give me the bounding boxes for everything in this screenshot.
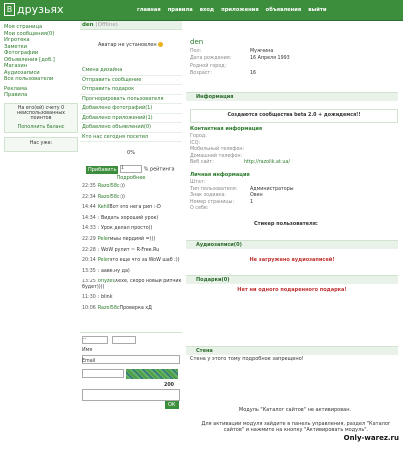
online-status: (Offline) — [95, 22, 118, 28]
chat-text: это еще что за WoW шаб :)) — [109, 258, 180, 264]
field-label: Дата рождения: — [190, 56, 232, 62]
chat-message — [82, 203, 182, 214]
chat-select[interactable]: -- — [82, 336, 108, 344]
ok-button[interactable]: ОК — [165, 401, 179, 409]
chat-user[interactable]: Razol58c — [97, 194, 120, 200]
chat-message — [82, 235, 182, 246]
nav-item[interactable]: правила — [167, 7, 193, 13]
chat-time: 22:29 — [82, 236, 96, 242]
nav-item[interactable]: выйти — [308, 7, 327, 13]
gifts-empty-msg: Нет ни одного подаренного подарка! — [237, 287, 347, 293]
field-value: Овен — [250, 193, 263, 199]
chat-user[interactable]: Peler — [97, 258, 110, 264]
captcha-image — [126, 369, 178, 379]
field-label: Номер страницы: — [190, 199, 235, 205]
chat-user[interactable]: Kehll — [97, 205, 110, 211]
nav-item[interactable]: приложения — [221, 7, 259, 13]
chat-text: Вот это нега рип :-D — [109, 205, 161, 211]
profile-username[interactable]: den — [82, 22, 94, 28]
sidebar-item[interactable]: Мои сообщения(0) — [4, 30, 55, 37]
message-field[interactable] — [82, 389, 180, 401]
profile-action[interactable]: Добавлено приложений(1) — [80, 114, 182, 124]
sidebar-item[interactable]: Заметки — [4, 43, 28, 50]
field-value[interactable]: http://razolik.at.ua/ — [244, 160, 290, 165]
profile-action[interactable]: Добавлено фотографий(1) — [80, 104, 182, 114]
wall-msg: Стена у этого тому подробное запрещено! — [190, 356, 304, 362]
chat-time: 20:14 — [82, 258, 96, 264]
chat-text: : Урок делал просто)) — [97, 226, 153, 232]
field-label: Домашний телефон: — [190, 153, 243, 159]
chat-message — [82, 256, 182, 267]
chat-select-2[interactable] — [112, 336, 136, 344]
sidebar-item[interactable]: Правила — [4, 92, 28, 98]
chat-message — [82, 293, 182, 304]
chat-text: Проверка хД — [119, 305, 152, 311]
field-value: 1 — [250, 199, 254, 205]
chat-message — [82, 246, 182, 257]
chat-form — [80, 332, 182, 415]
sidebar — [4, 24, 78, 152]
chat-message — [82, 267, 182, 278]
chat-text: :)) — [119, 184, 125, 189]
field-label: Штат: — [190, 180, 206, 185]
chat-time: 22:35 — [82, 184, 96, 189]
sidebar-item[interactable]: Магазин — [4, 63, 28, 69]
chat-time: 13:25 — [82, 279, 96, 285]
sidebar-item[interactable]: Моя страница — [4, 24, 43, 30]
chat-message — [82, 214, 182, 225]
topup-link[interactable]: Пополнить баланс — [17, 124, 65, 130]
char-count: 200 — [164, 383, 175, 388]
chat-time: 22:34 — [82, 194, 96, 200]
avatar: Аватар не установлен — [98, 42, 163, 48]
chat-list — [82, 182, 182, 315]
chat-message — [82, 279, 182, 291]
rating-percent: 0% — [127, 150, 135, 156]
smiley-icon — [158, 42, 163, 47]
profile-action[interactable]: Кто нас сегодня посетил — [80, 133, 182, 143]
more-link[interactable]: Подробнее — [116, 175, 146, 181]
watermark: Only-warez.ru — [343, 434, 399, 442]
profile-name: den — [190, 38, 204, 46]
main-nav — [137, 7, 333, 13]
account-box — [4, 103, 78, 133]
chat-text: : ааве.ну да) — [97, 268, 130, 274]
rating-form: Прибавить 1 % рейтинга — [88, 166, 175, 173]
sidebar-item[interactable]: Все пользователи — [4, 76, 54, 82]
chat-text: : blink — [97, 295, 113, 301]
chat-user[interactable]: Razol58c — [97, 184, 120, 189]
field-label: Пол: — [190, 49, 202, 54]
top-bar — [0, 0, 403, 21]
profile-action[interactable]: Прогнорировать пользователя — [80, 95, 182, 105]
field-label: Знак зодиака: — [190, 193, 226, 199]
guests-box: Нас уже: — [4, 137, 78, 152]
add-rating-button[interactable]: Прибавить — [88, 166, 117, 173]
field-label: ICQ: — [190, 140, 201, 146]
info-section-header: Информация — [186, 92, 398, 101]
chat-message — [82, 224, 182, 235]
site-logo[interactable]: B друзьях — [4, 3, 64, 16]
wall-section-header: Стена — [186, 346, 398, 355]
sticker-title: Стикер пользователя: — [254, 221, 318, 227]
name-label: Имя — [82, 348, 93, 353]
field-value: Мужчина — [250, 49, 274, 54]
sidebar-item[interactable]: Объявления [доб.] — [4, 56, 55, 63]
account-text: На его(ей) счету 0 неиспользованных поинтов — [17, 105, 65, 121]
sidebar-item[interactable]: Аудиозаписи — [4, 69, 40, 76]
community-notice: Создаются сообщества beta 2.0 + дожидемся!! — [190, 109, 398, 123]
field-label: Родной город: — [190, 63, 227, 69]
profile-action[interactable]: Отправить подарок — [80, 85, 182, 95]
rating-input[interactable]: 1 — [120, 165, 142, 173]
chat-time: 13:35 — [82, 268, 96, 274]
chat-message — [82, 193, 182, 204]
chat-text: : Видать хороший урок) — [97, 215, 159, 221]
chat-text: :)) — [119, 194, 125, 200]
field-label: Возраст: — [190, 70, 212, 76]
field-value: Администраторы — [250, 186, 294, 192]
field-label: Тип пользователя: — [190, 186, 238, 192]
profile-action[interactable]: Смена дизайна — [80, 66, 182, 76]
chat-time: 10:06 — [82, 305, 96, 311]
sidebar-item[interactable]: Реклама — [4, 85, 28, 92]
chat-message — [82, 182, 182, 193]
profile-action[interactable]: Добавлено объявлений(0) — [80, 123, 182, 133]
chat-text: Хехе, скоро новый рипчик будет)))) — [82, 279, 182, 291]
contact-title: Контактная информация — [190, 126, 263, 132]
field-label: О себе: — [190, 206, 209, 212]
chat-time: 11:30 — [82, 295, 96, 301]
chat-user[interactable]: Razol58c — [97, 305, 120, 311]
nav-item[interactable]: объявления — [265, 7, 302, 13]
profile-action[interactable]: Отправить сообщение — [80, 76, 182, 86]
chat-time: 14:34 — [82, 215, 96, 221]
audio-section-header: Аудиозаписи(0) — [186, 240, 398, 249]
chat-time: 14:44 — [82, 205, 96, 211]
field-label: Город: — [190, 134, 207, 139]
sidebar-item[interactable]: Фотографии — [4, 50, 39, 56]
module-hint: Для активации модуля зайдите в панель управления, раздел "Каталог сайтов" и нажмите на кнопку "Активировать модуль". — [201, 421, 391, 433]
field-label: Веб сайт: — [190, 160, 214, 165]
chat-text: мыы пердияй =))) — [109, 236, 156, 242]
field-label: Мобильный телефон: — [190, 147, 245, 152]
name-field[interactable] — [82, 355, 180, 364]
field-value: 16 Апреля 1993 — [250, 56, 290, 62]
chat-user[interactable]: orlyzes — [97, 279, 115, 285]
personal-title: Личная информация — [190, 172, 250, 178]
email-label: Email — [82, 359, 96, 364]
field-value: 16 — [250, 70, 257, 76]
sidebar-item[interactable]: Игротека — [4, 37, 30, 43]
audio-empty-msg: Не загружено аудиозаписей! — [249, 257, 335, 263]
chat-time: 22:28 — [82, 247, 96, 253]
chat-time: 14:33 — [82, 226, 96, 232]
gifts-section-header: Подарки(0) — [186, 275, 398, 284]
nav-item[interactable]: главная — [137, 7, 161, 13]
nav-item[interactable]: вход — [199, 7, 215, 13]
profile-actions — [80, 66, 182, 142]
chat-user[interactable]: Peler — [97, 236, 110, 242]
chat-message — [82, 304, 182, 315]
chat-text: : WoW рулит ~ R-Free.Ru — [97, 247, 160, 253]
profile-header — [80, 21, 182, 30]
module-msg: Модуль "Каталог сайтов" не активирован. — [238, 407, 352, 413]
captcha-field[interactable] — [82, 369, 124, 378]
